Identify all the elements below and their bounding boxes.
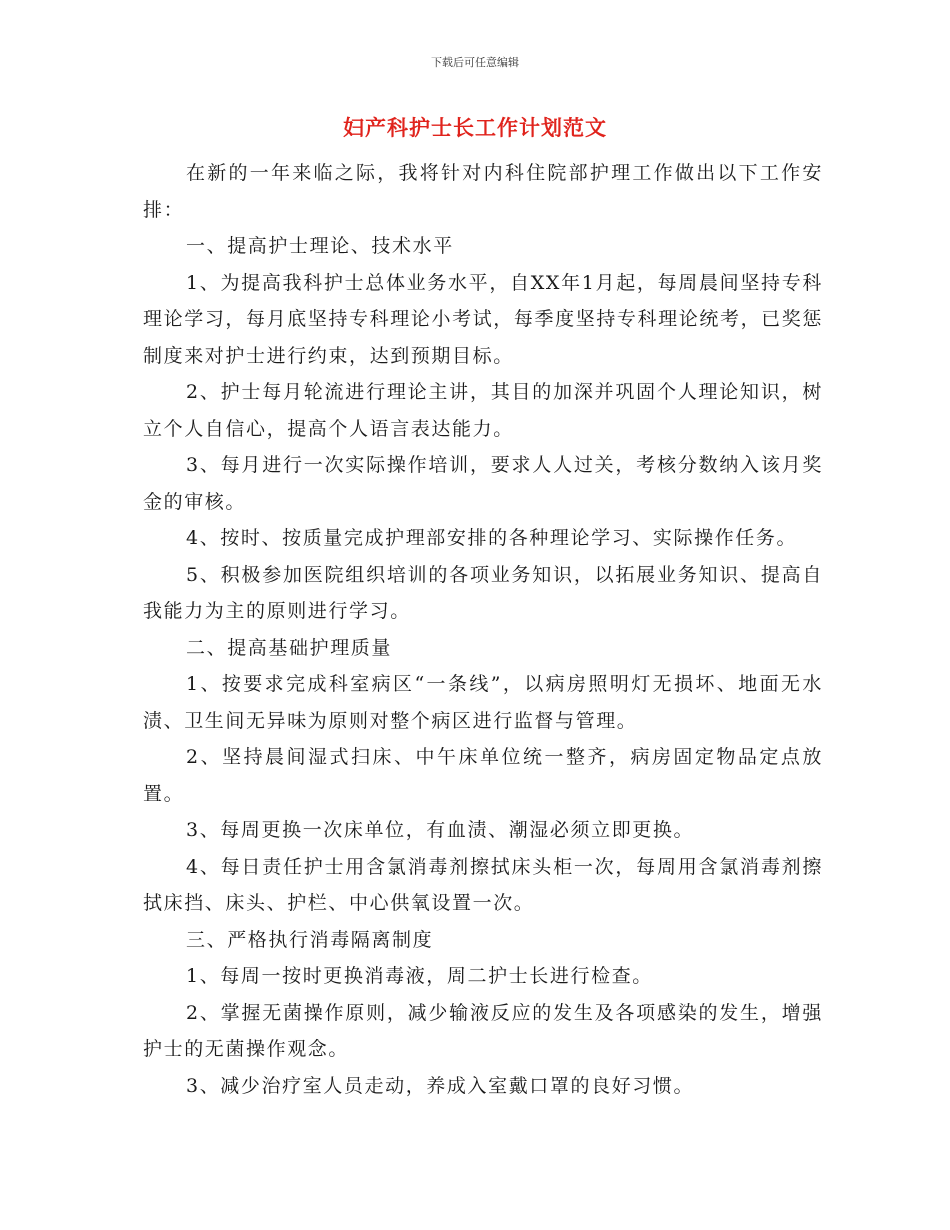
body-paragraph: 2、掌握无菌操作原则，减少输液反应的发生及各项感染的发生，增强护士的无菌操作观念。 [143, 1001, 823, 1060]
body-paragraph: 2、护士每月轮流进行理论主讲，其目的加深并巩固个人理论知识，树立个人自信心，提高个人语言表达能力。 [143, 381, 823, 440]
header-note: 下载后可任意编辑 [431, 56, 519, 69]
intro-paragraph: 在新的一年来临之际，我将针对内科住院部护理工作做出以下工作安排： [143, 162, 823, 221]
body-paragraph: 3、每周更换一次床单位，有血渍、潮湿必须立即更换。 [186, 819, 695, 841]
body-paragraph: 3、减少治疗室人员走动，养成入室戴口罩的良好习惯。 [186, 1074, 695, 1097]
body-paragraph: 1、为提高我科护士总体业务水平，自XX年1月起，每周晨间坚持专科理论学习，每月底坚持专科理论小考试，每季度坚持专科理论统考，已奖惩制度来对护士进行约束，达到预期目标。 [143, 271, 823, 367]
section-heading-1: 一、提高护士理论、技术水平 [186, 235, 454, 257]
document-body [143, 155, 823, 1104]
body-paragraph: 2、坚持晨间湿式扫床、中午床单位统一整齐，病房固定物品定点放置。 [143, 746, 823, 805]
body-paragraph: 4、按时、按质量完成护理部安排的各种理论学习、实际操作任务。 [186, 527, 798, 549]
body-paragraph: 3、每月进行一次实际操作培训，要求人人过关，考核分数纳入该月奖金的审核。 [143, 454, 823, 513]
document-title: 妇产科护士长工作计划范文 [343, 116, 607, 140]
section-heading-3: 三、严格执行消毒隔离制度 [186, 928, 434, 951]
body-paragraph: 1、按要求完成科室病区“一条线”，以病房照明灯无损坏、地面无水渍、卫生间无异味为原则对整个病区进行监督与管理。 [143, 673, 823, 732]
body-paragraph: 1、每周一按时更换消毒液，周二护士长进行检查。 [186, 965, 653, 987]
section-heading-2: 二、提高基础护理质量 [186, 636, 393, 659]
body-paragraph: 5、积极参加医院组织培训的各项业务知识，以拓展业务知识、提高自我能力为主的原则进行学习。 [143, 563, 823, 622]
body-paragraph: 4、每日责任护士用含氯消毒剂擦拭床头柜一次，每周用含氯消毒剂擦拭床挡、床头、护栏、中心供氧设置一次。 [143, 855, 823, 914]
